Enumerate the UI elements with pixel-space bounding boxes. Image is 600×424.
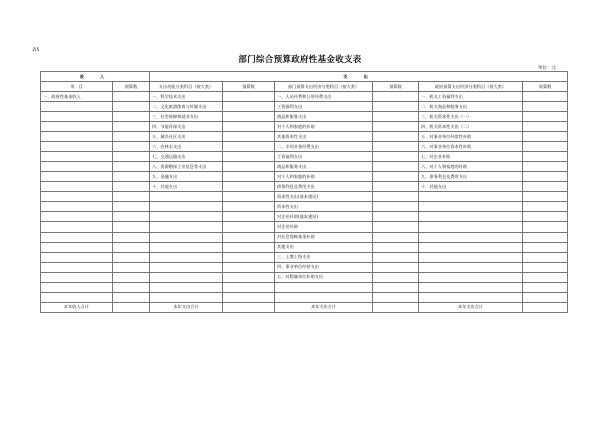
page-title: 部门综合预算政府性基金收支表 (238, 55, 362, 65)
income-item-cell (41, 172, 113, 182)
dept-econ-item-cell: 其他支出 (275, 242, 373, 252)
income-amount-cell (113, 192, 150, 202)
gov-econ-amount-cell (523, 222, 568, 232)
income-amount-cell (113, 282, 150, 292)
gov-econ-item-cell (419, 192, 523, 202)
func-item-cell: 三、社会保障和就业支出 (150, 112, 223, 122)
income-amount-cell (113, 122, 150, 132)
income-amount-cell (113, 292, 150, 302)
func-amount-cell (223, 252, 275, 262)
dept-econ-amount-cell (373, 252, 419, 262)
dept-econ-amount-cell (373, 142, 419, 152)
income-item-cell (41, 192, 113, 202)
dept-econ-amount-cell (373, 132, 419, 142)
table-row (41, 142, 568, 152)
table-row (41, 222, 568, 232)
func-amount-cell (223, 132, 275, 142)
expense-section-header: 支 出 (150, 72, 568, 82)
gov-econ-amount-cell (523, 132, 568, 142)
func-amount-cell (223, 212, 275, 222)
table-row (41, 202, 568, 212)
dept-econ-item-cell: 三、上缴上级支出 (275, 252, 373, 262)
func-item-cell (150, 232, 223, 242)
table-row (41, 192, 568, 202)
dept-econ-amount-cell (373, 182, 419, 192)
dept-econ-amount-cell (373, 282, 419, 292)
func-amount-cell (223, 122, 275, 132)
gov-econ-item-cell (419, 282, 523, 292)
func-item-cell (150, 212, 223, 222)
func-item-cell (150, 262, 223, 272)
income-amount-cell (113, 182, 150, 192)
func-item-cell: 十、其他支出 (150, 182, 223, 192)
gov-econ-amount-cell (523, 232, 568, 242)
gov-total-label: 本年支出合计 (419, 302, 523, 312)
func-item-cell: 四、节能环保支出 (150, 122, 223, 132)
func-amount-cell (223, 112, 275, 122)
gov-econ-item-cell (419, 272, 523, 282)
gov-econ-amount-cell (523, 102, 568, 112)
func-amount-cell (223, 92, 275, 102)
income-item-cell (41, 262, 113, 272)
gov-econ-amount-cell (523, 122, 568, 132)
table-row (41, 252, 568, 262)
gov-econ-item-cell (419, 292, 523, 302)
gov-econ-item-cell (419, 202, 523, 212)
dept-econ-item-cell (275, 292, 373, 302)
col-header-func-amount: 预算数 (223, 82, 275, 92)
func-item-cell (150, 272, 223, 282)
income-amount-cell (113, 202, 150, 212)
func-item-cell: 八、资源勘探工业信息等支出 (150, 162, 223, 172)
dept-econ-item-cell: 对社会保障基金补助 (275, 232, 373, 242)
dept-econ-item-cell: 工资福利支出 (275, 152, 373, 162)
dept-econ-item-cell: 五、对附属单位补助支出 (275, 272, 373, 282)
income-item-cell (41, 162, 113, 172)
func-amount-cell (223, 142, 275, 152)
income-amount-cell (113, 112, 150, 122)
func-item-cell (150, 282, 223, 292)
dept-econ-amount-cell (373, 262, 419, 272)
dept-econ-amount-cell (373, 222, 419, 232)
income-item-cell (41, 252, 113, 262)
col-header-func: 支出功能分类科目（按大类） (150, 82, 223, 92)
col-header-gov-amount: 预算数 (523, 82, 568, 92)
income-total-label: 本年收入合计 (41, 302, 113, 312)
dept-econ-item-cell: 二、专项业务经费支出 (275, 142, 373, 152)
income-item-cell (41, 112, 113, 122)
gov-econ-amount-cell (523, 272, 568, 282)
section-header-row (41, 72, 568, 82)
gov-econ-item-cell (419, 242, 523, 252)
func-total-amount (223, 302, 275, 312)
income-item-cell (41, 212, 113, 222)
income-section-header: 收 入 (41, 72, 150, 82)
income-amount-cell (113, 232, 150, 242)
income-amount-cell (113, 242, 150, 252)
dept-econ-item-cell: 其他资本性支出 (275, 132, 373, 142)
table-row (41, 112, 568, 122)
dept-econ-amount-cell (373, 112, 419, 122)
func-item-cell: 五、城乡社区支出 (150, 132, 223, 142)
income-amount-cell (113, 272, 150, 282)
income-item-cell (41, 292, 113, 302)
dept-econ-item-cell: 资本性支出 (275, 202, 373, 212)
col-header-item: 项 目 (41, 82, 113, 92)
table-row (41, 282, 568, 292)
gov-econ-amount-cell (523, 292, 568, 302)
gov-econ-amount-cell (523, 192, 568, 202)
income-amount-cell (113, 102, 150, 112)
func-amount-cell (223, 172, 275, 182)
table-row (41, 132, 568, 142)
column-header-row (41, 82, 568, 92)
col-header-gov-econ: 政府预算支出经济分类科目（按大类） (419, 82, 523, 92)
dept-econ-amount-cell (373, 272, 419, 282)
gov-econ-amount-cell (523, 152, 568, 162)
func-item-cell: 一、科学技术支出 (150, 92, 223, 102)
dept-econ-amount-cell (373, 122, 419, 132)
dept-econ-item-cell: 一、人员经费和公用经费支出 (275, 92, 373, 102)
gov-econ-amount-cell (523, 242, 568, 252)
gov-total-amount (523, 302, 568, 312)
income-amount-cell (113, 252, 150, 262)
table-row (41, 102, 568, 112)
dept-econ-amount-cell (373, 232, 419, 242)
gov-econ-item-cell (419, 222, 523, 232)
income-item-cell (41, 132, 113, 142)
dept-econ-amount-cell (373, 92, 419, 102)
dept-econ-item-cell: 债务利息及费用支出 (275, 182, 373, 192)
income-amount-cell (113, 222, 150, 232)
table-number: 表5 (32, 48, 40, 53)
unit-label: 单位：元 (538, 66, 556, 71)
dept-total-label: 本年支出合计 (275, 302, 373, 312)
func-amount-cell (223, 272, 275, 282)
gov-econ-item-cell: 二、机关商品和服务支出 (419, 102, 523, 112)
gov-econ-amount-cell (523, 202, 568, 212)
func-total-label: 本年支出合计 (150, 302, 223, 312)
table-row (41, 212, 568, 222)
table-row (41, 92, 568, 102)
func-item-cell: 二、文化旅游体育与传媒支出 (150, 102, 223, 112)
gov-econ-item-cell: 六、对事业单位资本性补助 (419, 142, 523, 152)
func-amount-cell (223, 282, 275, 292)
gov-econ-amount-cell (523, 262, 568, 272)
income-item-cell (41, 182, 113, 192)
col-header-dept-econ: 部门预算支出经济分类科目（按大类） (275, 82, 373, 92)
dept-econ-item-cell: 商品和服务支出 (275, 162, 373, 172)
income-item-cell (41, 272, 113, 282)
table-row (41, 172, 568, 182)
gov-econ-item-cell: 九、债务利息及费用支出 (419, 172, 523, 182)
gov-econ-item-cell: 三、机关资本性支出（一） (419, 112, 523, 122)
gov-econ-item-cell (419, 232, 523, 242)
gov-econ-amount-cell (523, 212, 568, 222)
income-amount-cell (113, 142, 150, 152)
gov-econ-item-cell: 七、对企业补助 (419, 152, 523, 162)
income-amount-cell (113, 162, 150, 172)
func-amount-cell (223, 182, 275, 192)
func-amount-cell (223, 192, 275, 202)
func-amount-cell (223, 102, 275, 112)
gov-econ-amount-cell (523, 112, 568, 122)
income-item-cell (41, 282, 113, 292)
func-amount-cell (223, 232, 275, 242)
fund-budget-table (40, 71, 568, 313)
col-header-dept-amount: 预算数 (373, 82, 419, 92)
income-item-cell (41, 102, 113, 112)
table-row (41, 272, 568, 282)
func-item-cell: 九、金融支出 (150, 172, 223, 182)
dept-econ-item-cell: 对企业补助 (275, 222, 373, 232)
table-row (41, 162, 568, 172)
dept-econ-item-cell: 对个人和家庭的补助 (275, 122, 373, 132)
gov-econ-amount-cell (523, 162, 568, 172)
func-amount-cell (223, 262, 275, 272)
dept-econ-amount-cell (373, 162, 419, 172)
func-item-cell (150, 202, 223, 212)
dept-econ-amount-cell (373, 212, 419, 222)
func-item-cell (150, 292, 223, 302)
dept-econ-amount-cell (373, 152, 419, 162)
gov-econ-item-cell: 一、机关工资福利支出 (419, 92, 523, 102)
income-item-cell (41, 202, 113, 212)
dept-econ-amount-cell (373, 192, 419, 202)
func-item-cell (150, 192, 223, 202)
func-amount-cell (223, 162, 275, 172)
func-item-cell (150, 242, 223, 252)
gov-econ-item-cell: 五、对事业单位经常性补助 (419, 132, 523, 142)
func-amount-cell (223, 202, 275, 212)
income-item-cell (41, 142, 113, 152)
gov-econ-item-cell (419, 262, 523, 272)
dept-econ-amount-cell (373, 292, 419, 302)
dept-econ-item-cell: 工资福利支出 (275, 102, 373, 112)
func-item-cell (150, 252, 223, 262)
gov-econ-item-cell (419, 252, 523, 262)
income-item-cell (41, 232, 113, 242)
func-item-cell: 七、交通运输支出 (150, 152, 223, 162)
income-item-cell (41, 222, 113, 232)
dept-econ-item-cell: 资本性支出(基本建设) (275, 192, 373, 202)
gov-econ-amount-cell (523, 282, 568, 292)
gov-econ-item-cell: 十、其他支出 (419, 182, 523, 192)
gov-econ-amount-cell (523, 92, 568, 102)
table-row (41, 232, 568, 242)
income-amount-cell (113, 92, 150, 102)
income-total-amount (113, 302, 150, 312)
totals-row (41, 302, 568, 312)
income-item-cell: 一、政府性基金收入 (41, 92, 113, 102)
income-amount-cell (113, 172, 150, 182)
gov-econ-amount-cell (523, 182, 568, 192)
table-row (41, 122, 568, 132)
table-row (41, 292, 568, 302)
func-item-cell (150, 222, 223, 232)
gov-econ-amount-cell (523, 172, 568, 182)
dept-econ-item-cell: 四、事业单位经营支出 (275, 262, 373, 272)
dept-econ-item-cell: 对企业补助(基本建设) (275, 212, 373, 222)
dept-econ-item-cell: 商品和服务支出 (275, 112, 373, 122)
dept-total-amount (373, 302, 419, 312)
gov-econ-amount-cell (523, 142, 568, 152)
dept-econ-amount-cell (373, 202, 419, 212)
income-item-cell (41, 122, 113, 132)
dept-econ-item-cell: 对个人和家庭的补助 (275, 172, 373, 182)
func-amount-cell (223, 292, 275, 302)
func-item-cell: 六、农林水支出 (150, 142, 223, 152)
table-row (41, 262, 568, 272)
income-amount-cell (113, 262, 150, 272)
table-row (41, 152, 568, 162)
table-row (41, 242, 568, 252)
gov-econ-amount-cell (523, 252, 568, 262)
func-amount-cell (223, 222, 275, 232)
income-amount-cell (113, 212, 150, 222)
dept-econ-amount-cell (373, 102, 419, 112)
income-item-cell (41, 242, 113, 252)
gov-econ-item-cell: 八、对个人和家庭的补助 (419, 162, 523, 172)
func-amount-cell (223, 152, 275, 162)
dept-econ-amount-cell (373, 172, 419, 182)
gov-econ-item-cell: 四、机关资本性支出（二） (419, 122, 523, 132)
income-amount-cell (113, 132, 150, 142)
dept-econ-item-cell (275, 282, 373, 292)
table-row (41, 182, 568, 192)
income-item-cell (41, 152, 113, 162)
dept-econ-amount-cell (373, 242, 419, 252)
func-amount-cell (223, 242, 275, 252)
col-header-income-amount: 预算数 (113, 82, 150, 92)
income-amount-cell (113, 152, 150, 162)
gov-econ-item-cell (419, 212, 523, 222)
